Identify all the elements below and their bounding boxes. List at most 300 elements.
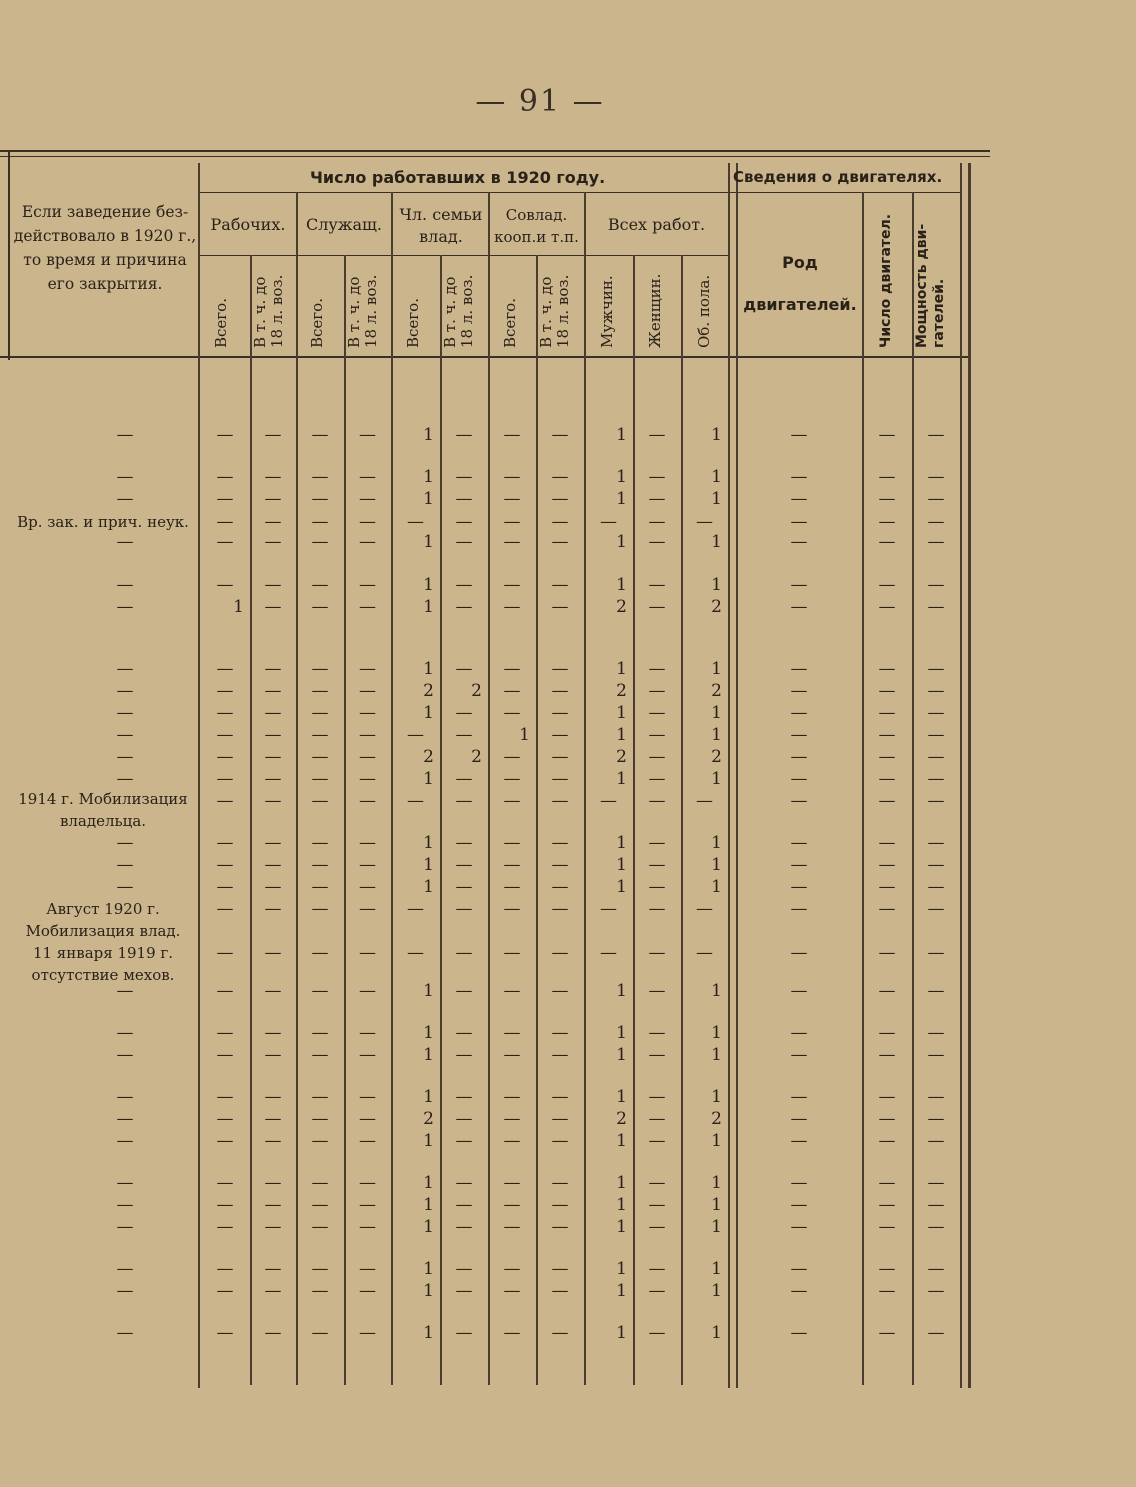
table-cell: 1 <box>616 467 627 487</box>
table-cell: — <box>927 833 945 853</box>
table-cell: 2 <box>423 1109 434 1129</box>
table-cell: — <box>264 1195 282 1215</box>
table-cell: 1 <box>616 703 627 723</box>
table-cell: — <box>927 943 945 963</box>
table-cell: — <box>311 943 329 963</box>
table-cell: — <box>359 981 376 1001</box>
table-cell: 1 <box>616 1045 627 1065</box>
table-cell: — <box>359 703 376 723</box>
table-cell: — <box>116 1217 134 1237</box>
table-cell: — <box>927 877 945 897</box>
table-cell: — <box>116 1023 134 1043</box>
table-cell: — <box>359 681 376 701</box>
table-cell: — <box>503 532 521 552</box>
table-cell: — <box>116 425 134 445</box>
top-rule <box>0 150 990 152</box>
table-cell: — <box>455 597 473 617</box>
table-cell: — <box>648 833 666 853</box>
table-cell: — <box>216 943 234 963</box>
table-cell: — <box>878 703 896 723</box>
header-family-u18: В т. ч. до 18 л. воз. <box>441 274 476 348</box>
table-cell: — <box>648 747 666 767</box>
table-cell: — <box>116 747 134 767</box>
table-cell: — <box>264 725 282 745</box>
table-cell: — <box>648 1259 666 1279</box>
header-workers-u18: В т. ч. до 18 л. воз. <box>251 274 286 348</box>
table-cell: — <box>455 1259 473 1279</box>
table-cell: 1 <box>423 877 434 897</box>
table-cell: — <box>648 899 666 919</box>
table-cell: — <box>878 1195 896 1215</box>
table-cell: 1 <box>519 725 530 745</box>
header-coowners-total: Всего. <box>501 298 519 348</box>
table-cell: 1 <box>616 1023 627 1043</box>
table-cell: — <box>455 703 473 723</box>
table-cell: — <box>455 877 473 897</box>
table-cell: 1 <box>711 1045 722 1065</box>
table-cell: — <box>311 1173 329 1193</box>
table-cell: — <box>648 1087 666 1107</box>
table-cell: — <box>600 512 617 532</box>
table-cell: — <box>116 532 134 552</box>
table-cell: — <box>551 1323 569 1343</box>
table-cell: — <box>648 1217 666 1237</box>
table-cell: 1 <box>423 1173 434 1193</box>
table-cell: — <box>927 467 945 487</box>
table-cell: — <box>551 1087 569 1107</box>
table-cell: 1 <box>423 467 434 487</box>
table-cell: — <box>790 791 808 811</box>
table-cell: — <box>311 769 329 789</box>
table-cell: — <box>927 791 945 811</box>
table-cell: — <box>407 791 424 811</box>
table-cell: — <box>927 1217 945 1237</box>
table-cell: — <box>927 855 945 875</box>
table-row <box>0 832 970 854</box>
table-cell: — <box>878 1087 896 1107</box>
table-cell: — <box>359 1109 376 1129</box>
table-cell: — <box>264 467 282 487</box>
table-cell: — <box>264 769 282 789</box>
table-cell: 1 <box>711 532 722 552</box>
table-cell: — <box>216 981 234 1001</box>
table-cell: — <box>359 877 376 897</box>
table-cell: — <box>407 725 424 745</box>
table-cell: 1 <box>711 1023 722 1043</box>
table-cell: 1 <box>711 1087 722 1107</box>
table-cell: — <box>116 659 134 679</box>
table-cell: — <box>216 769 234 789</box>
table-cell: — <box>551 747 569 767</box>
table-cell: — <box>264 899 282 919</box>
table-cell: — <box>790 681 808 701</box>
table-cell: — <box>790 597 808 617</box>
table-cell: 2 <box>616 1109 627 1129</box>
table-cell: — <box>116 1259 134 1279</box>
table-cell: — <box>790 425 808 445</box>
table-cell: — <box>648 1023 666 1043</box>
table-cell: — <box>551 725 569 745</box>
table-cell: — <box>455 943 473 963</box>
table-cell: — <box>878 1045 896 1065</box>
table-cell: — <box>359 855 376 875</box>
table-cell: — <box>790 532 808 552</box>
table-cell: — <box>790 1323 808 1343</box>
table-cell: — <box>359 791 376 811</box>
table-cell: 1 <box>616 1087 627 1107</box>
table-cell: 2 <box>423 681 434 701</box>
table-cell: — <box>878 1281 896 1301</box>
table-cell: — <box>551 769 569 789</box>
table-cell: — <box>216 1217 234 1237</box>
table-cell: — <box>455 512 473 532</box>
table-cell: — <box>878 1217 896 1237</box>
table-cell: — <box>551 1217 569 1237</box>
table-cell: — <box>927 1023 945 1043</box>
table-cell: 1 <box>233 597 244 617</box>
table-cell: — <box>648 981 666 1001</box>
table-cell: — <box>503 1109 521 1129</box>
table-cell: — <box>878 769 896 789</box>
table-cell: — <box>503 943 521 963</box>
table-row <box>0 898 970 920</box>
table-cell: — <box>311 855 329 875</box>
table-cell: 1 <box>423 769 434 789</box>
table-cell: — <box>790 467 808 487</box>
table-cell: 1 <box>711 1195 722 1215</box>
table-cell: — <box>648 489 666 509</box>
table-cell: — <box>927 1131 945 1151</box>
table-cell: — <box>216 532 234 552</box>
table-cell: — <box>359 659 376 679</box>
table-cell: — <box>648 703 666 723</box>
table-cell: — <box>216 1259 234 1279</box>
table-cell: — <box>878 575 896 595</box>
table-cell: — <box>551 512 569 532</box>
table-cell: — <box>878 899 896 919</box>
table-cell: — <box>311 833 329 853</box>
table-cell: — <box>116 833 134 853</box>
table-cell: — <box>927 1109 945 1129</box>
table-cell: — <box>790 1087 808 1107</box>
table-cell: — <box>648 1323 666 1343</box>
table-cell: — <box>455 1023 473 1043</box>
table-cell: — <box>311 725 329 745</box>
table-cell: — <box>359 1195 376 1215</box>
table-cell: — <box>503 1217 521 1237</box>
table-cell: — <box>264 512 282 532</box>
table-cell: — <box>503 981 521 1001</box>
table-cell: — <box>551 877 569 897</box>
table-cell: — <box>455 532 473 552</box>
table-cell: — <box>648 725 666 745</box>
table-cell: — <box>878 943 896 963</box>
table-cell: — <box>311 1087 329 1107</box>
table-cell: — <box>264 532 282 552</box>
table-cell: 1 <box>423 1259 434 1279</box>
table-cell: — <box>790 1217 808 1237</box>
table-cell: — <box>264 597 282 617</box>
table-cell: — <box>216 1195 234 1215</box>
table-row <box>0 768 970 790</box>
table-cell: — <box>648 681 666 701</box>
table-cell: — <box>927 659 945 679</box>
table-cell: — <box>551 575 569 595</box>
table-cell: — <box>927 425 945 445</box>
table-cell: — <box>116 1045 134 1065</box>
table-cell: — <box>359 1023 376 1043</box>
table-cell: 1 <box>711 467 722 487</box>
table-cell: 1 <box>616 725 627 745</box>
table-cell: — <box>878 855 896 875</box>
table-row <box>0 1322 970 1344</box>
table-cell: — <box>311 1045 329 1065</box>
table-cell: — <box>311 1023 329 1043</box>
table-cell: — <box>648 769 666 789</box>
table-cell: — <box>455 833 473 853</box>
table-cell: — <box>311 747 329 767</box>
header-workers-total: Всего. <box>212 298 230 348</box>
header-reason: Если заведение без-действовало в 1920 г., то время и причина его закрытия. <box>13 203 197 293</box>
table-cell: — <box>503 659 521 679</box>
table-row <box>0 942 970 964</box>
hline <box>198 255 728 256</box>
table-cell: — <box>216 1131 234 1151</box>
header-workers: Рабочих. <box>210 215 286 234</box>
table-cell: — <box>264 575 282 595</box>
table-cell: 1 <box>616 1217 627 1237</box>
table-cell: — <box>648 877 666 897</box>
table-cell: — <box>551 791 569 811</box>
table-cell: — <box>116 725 134 745</box>
table-cell: — <box>878 1023 896 1043</box>
table-cell: 1 <box>616 1281 627 1301</box>
table-cell: 1 <box>616 855 627 875</box>
table-cell: — <box>216 1023 234 1043</box>
table-cell: — <box>927 575 945 595</box>
table-cell: — <box>264 877 282 897</box>
table-cell: 1 <box>711 659 722 679</box>
header-engine-type: Род двигателей. <box>743 253 857 314</box>
table-cell: — <box>116 1281 134 1301</box>
table-cell: — <box>359 833 376 853</box>
table-cell: — <box>116 575 134 595</box>
table-cell: — <box>503 747 521 767</box>
table-cell: — <box>878 725 896 745</box>
table-cell: — <box>878 467 896 487</box>
table-cell: — <box>116 769 134 789</box>
header-all: Всех работ. <box>607 215 706 234</box>
table-cell: — <box>790 747 808 767</box>
table-cell: — <box>264 833 282 853</box>
table-cell: 1 <box>616 575 627 595</box>
table-cell: — <box>407 899 424 919</box>
table-cell: — <box>927 981 945 1001</box>
table-cell: — <box>600 791 617 811</box>
table-cell: — <box>927 681 945 701</box>
table-cell: — <box>455 1323 473 1343</box>
table-cell: — <box>359 769 376 789</box>
table-cell: 1 <box>616 769 627 789</box>
note-mobilization-1914: 1914 г. Мобилизация владельца. <box>18 790 188 830</box>
table-row <box>0 876 970 898</box>
top-rule-2 <box>0 156 990 157</box>
table-cell: — <box>359 725 376 745</box>
table-cell: — <box>311 489 329 509</box>
table-cell: — <box>116 489 134 509</box>
table-cell: — <box>216 899 234 919</box>
left-edge <box>8 150 10 360</box>
table-row <box>0 790 970 812</box>
table-cell: — <box>216 1045 234 1065</box>
table-cell: — <box>927 703 945 723</box>
table-cell: — <box>216 1087 234 1107</box>
table-cell: — <box>927 1259 945 1279</box>
table-cell: — <box>455 1281 473 1301</box>
table-cell: 1 <box>423 981 434 1001</box>
table-cell: 2 <box>711 747 722 767</box>
table-row <box>0 531 970 553</box>
table-cell: — <box>455 425 473 445</box>
hline <box>198 192 728 193</box>
table-cell: — <box>216 489 234 509</box>
table-cell: — <box>455 1131 473 1151</box>
table-cell: 1 <box>616 1173 627 1193</box>
table-cell: — <box>878 681 896 701</box>
table-cell: 2 <box>711 597 722 617</box>
table-cell: — <box>790 703 808 723</box>
table-cell: 1 <box>423 1217 434 1237</box>
table-cell: — <box>359 512 376 532</box>
table-cell: — <box>359 1045 376 1065</box>
table-cell: 2 <box>471 681 482 701</box>
table-cell: 1 <box>423 1131 434 1151</box>
table-cell: — <box>116 467 134 487</box>
table-row <box>0 1258 970 1280</box>
table-cell: — <box>878 425 896 445</box>
table-cell: 1 <box>423 532 434 552</box>
table-cell: — <box>878 1131 896 1151</box>
table-cell: — <box>927 597 945 617</box>
table-row <box>0 466 970 488</box>
table-cell: — <box>790 512 808 532</box>
table-cell: 1 <box>423 1195 434 1215</box>
table-cell: — <box>216 575 234 595</box>
table-row <box>0 511 970 533</box>
table-cell: — <box>878 532 896 552</box>
table-cell: 1 <box>616 425 627 445</box>
table-cell: — <box>790 943 808 963</box>
table-cell: 1 <box>616 532 627 552</box>
table-cell: 1 <box>711 575 722 595</box>
table-row <box>0 702 970 724</box>
table-cell: — <box>927 512 945 532</box>
table-cell: — <box>264 1109 282 1129</box>
header-group-workers: Число работавших в 1920 году. <box>310 168 606 187</box>
table-cell: — <box>455 1173 473 1193</box>
table-cell: — <box>264 1087 282 1107</box>
table-cell: — <box>503 489 521 509</box>
table-cell: — <box>264 1131 282 1151</box>
table-row <box>0 658 970 680</box>
header-family-total: Всего. <box>404 298 422 348</box>
table-cell: — <box>551 1045 569 1065</box>
table-cell: — <box>116 597 134 617</box>
table-cell: — <box>503 597 521 617</box>
table-cell: — <box>648 467 666 487</box>
table-cell: 1 <box>711 1323 722 1343</box>
table-cell: — <box>790 1259 808 1279</box>
table-cell: 1 <box>423 659 434 679</box>
table-cell: — <box>600 899 617 919</box>
table-cell: — <box>455 981 473 1001</box>
header-coowners-u18: В т. ч. до 18 л. воз. <box>537 274 572 348</box>
table-cell: 1 <box>711 1281 722 1301</box>
note-mobilization-1920: Август 1920 г. Мобилизация влад. <box>25 900 181 940</box>
table-cell: — <box>116 981 134 1001</box>
table-cell: — <box>116 1131 134 1151</box>
table-cell: — <box>878 1173 896 1193</box>
table-row <box>0 724 970 746</box>
table-cell: — <box>311 1109 329 1129</box>
table-cell: — <box>648 1195 666 1215</box>
table-cell: — <box>878 877 896 897</box>
table-cell: — <box>311 532 329 552</box>
table-cell: — <box>216 1281 234 1301</box>
table-cell: — <box>455 1217 473 1237</box>
table-cell: — <box>551 1023 569 1043</box>
table-cell: — <box>878 1109 896 1129</box>
table-cell: — <box>878 747 896 767</box>
table-cell: — <box>927 1281 945 1301</box>
table-cell: — <box>790 833 808 853</box>
table-cell: — <box>311 1281 329 1301</box>
table-cell: — <box>359 489 376 509</box>
table-cell: — <box>216 791 234 811</box>
table-cell: — <box>359 1217 376 1237</box>
table-cell: — <box>311 512 329 532</box>
table-cell: 1 <box>711 425 722 445</box>
table-cell: — <box>790 899 808 919</box>
table-cell: — <box>790 769 808 789</box>
table-cell: — <box>455 1195 473 1215</box>
table-cell: — <box>648 425 666 445</box>
table-cell: — <box>551 1173 569 1193</box>
table-cell: — <box>878 659 896 679</box>
table-row <box>0 746 970 768</box>
table-cell: — <box>455 855 473 875</box>
table-cell: — <box>648 575 666 595</box>
table-cell: — <box>790 489 808 509</box>
table-cell: — <box>116 855 134 875</box>
table-cell: 1 <box>711 769 722 789</box>
table-cell: 1 <box>423 1323 434 1343</box>
table-cell: — <box>551 532 569 552</box>
table-cell: — <box>503 1281 521 1301</box>
table-cell: — <box>311 659 329 679</box>
table-cell: — <box>264 1217 282 1237</box>
header-group-engines: Сведения о двигателях. <box>733 168 943 186</box>
table-cell: 2 <box>423 747 434 767</box>
table-cell: — <box>359 1323 376 1343</box>
table-cell: — <box>503 877 521 897</box>
table-cell: 1 <box>711 1131 722 1151</box>
table-cell: — <box>551 681 569 701</box>
table-cell: — <box>311 467 329 487</box>
table-cell: — <box>790 981 808 1001</box>
table-cell: — <box>648 943 666 963</box>
page-number: — 91 — <box>475 84 605 119</box>
